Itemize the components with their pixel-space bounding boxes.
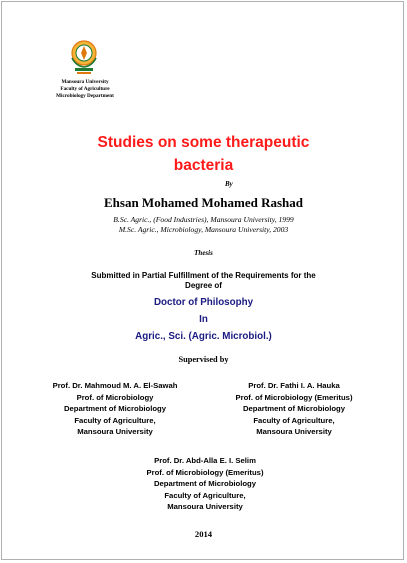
by-label: By bbox=[225, 180, 233, 188]
supervisor-2-department: Department of Microbiology bbox=[242, 404, 346, 413]
thesis-label: Thesis bbox=[194, 249, 213, 257]
qualification-msc: M.Sc. Agric., Microbiology, Mansoura University, 2003 bbox=[118, 225, 289, 234]
supervisor-2-university: Mansoura University bbox=[256, 427, 332, 436]
institution-university: Mansoura University bbox=[61, 79, 109, 85]
supervisor-2-title: Prof. of Microbiology (Emeritus) bbox=[235, 392, 353, 402]
institution-department: Microbiology Department bbox=[56, 93, 114, 99]
submission-line-2: Degree of bbox=[185, 281, 222, 290]
supervisor-3-faculty: Faculty of Agriculture, bbox=[164, 490, 246, 500]
supervisor-3-university: Mansoura University bbox=[167, 502, 243, 511]
year: 2014 bbox=[194, 529, 213, 539]
supervised-by-heading: Supervised by bbox=[178, 355, 229, 364]
degree-name: Doctor of Philosophy bbox=[153, 297, 254, 308]
supervisor-2-name: Prof. Dr. Fathi I. A. Hauka bbox=[248, 381, 340, 390]
institution-faculty: Faculty of Agriculture bbox=[60, 86, 110, 92]
university-crest-icon bbox=[66, 38, 102, 76]
supervisor-3-name: Prof. Dr. Abd-Alla E. I. Selim bbox=[154, 456, 256, 465]
supervisor-3 bbox=[110, 455, 300, 513]
supervisor-3-title: Prof. of Microbiology (Emeritus) bbox=[146, 467, 264, 477]
supervisor-1-faculty: Faculty of Agriculture, bbox=[74, 415, 156, 425]
supervisor-1-name: Prof. Dr. Mahmoud M. A. El-Sawah bbox=[52, 381, 178, 390]
supervisor-2 bbox=[208, 380, 380, 438]
qualifications bbox=[0, 215, 407, 235]
thesis-title-line-2: bacteria bbox=[173, 157, 234, 174]
supervisor-2-faculty: Faculty of Agriculture, bbox=[253, 415, 335, 425]
in-label: In bbox=[199, 314, 208, 325]
qualification-bsc: B.Sc. Agric., (Food Industries), Mansoura University, 1999 bbox=[113, 215, 294, 224]
supervisor-1-university: Mansoura University bbox=[77, 427, 153, 436]
supervisor-1-title: Prof. of Microbiology bbox=[76, 392, 154, 402]
thesis-title-line-1: Studies on some therapeutic bbox=[97, 134, 310, 151]
supervisor-1-department: Department of Microbiology bbox=[63, 404, 167, 413]
submission-line-1: Submitted in Partial Fulfillment of the Requirements for the bbox=[91, 271, 316, 280]
submission-statement bbox=[40, 271, 367, 291]
field-of-study: Agric., Sci. (Agric. Microbiol.) bbox=[135, 331, 272, 342]
supervisor-3-department: Department of Microbiology bbox=[153, 479, 257, 488]
author-name: Ehsan Mohamed Mohamed Rashad bbox=[103, 195, 303, 210]
supervisor-1 bbox=[30, 380, 200, 438]
